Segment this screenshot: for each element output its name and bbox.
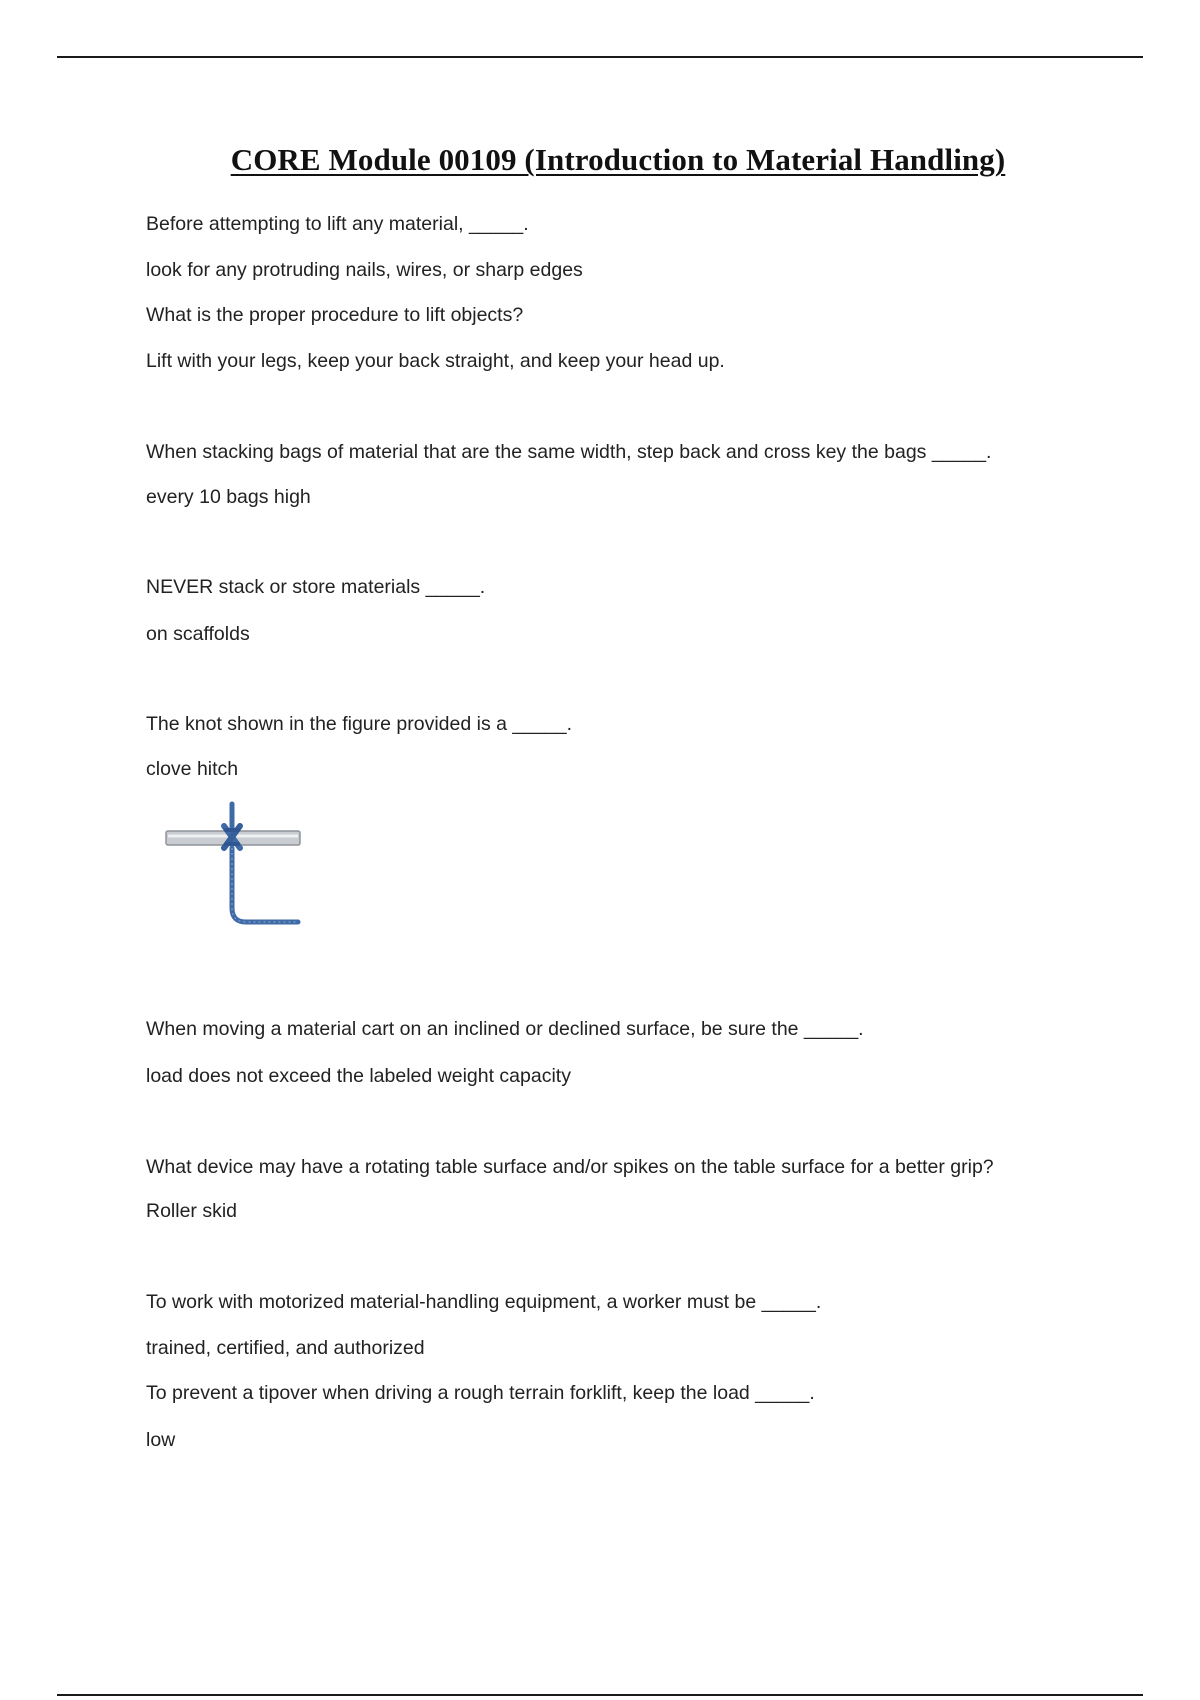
top-rule <box>57 56 1143 58</box>
answer-8: trained, certified, and authorized <box>146 1337 425 1359</box>
question-7: What device may have a rotating table surface and/or spikes on the table surface for a better grip? <box>146 1156 994 1178</box>
answer-5: clove hitch <box>146 758 239 780</box>
question-3: When stacking bags of material that are the same width, step back and cross key the bags _____. <box>146 441 992 463</box>
answer-7: Roller skid <box>146 1200 238 1222</box>
question-5: The knot shown in the figure provided is a _____. <box>146 713 573 735</box>
answer-3: every 10 bags high <box>146 486 311 508</box>
answer-4: on scaffolds <box>146 623 250 645</box>
question-6: When moving a material cart on an inclined or declined surface, be sure the _____. <box>146 1018 864 1040</box>
question-4: NEVER stack or store materials _____. <box>146 576 486 598</box>
question-1: Before attempting to lift any material, _____. <box>146 213 529 235</box>
question-8: To work with motorized material-handling equipment, a worker must be _____. <box>146 1291 822 1313</box>
question-2: What is the proper procedure to lift objects? <box>146 304 524 326</box>
page-title: CORE Module 00109 (Introduction to Material Handling) <box>230 142 1006 177</box>
bottom-rule <box>57 1694 1143 1696</box>
answer-9: low <box>146 1429 176 1451</box>
answer-2: Lift with your legs, keep your back straight, and keep your head up. <box>146 350 725 372</box>
question-9: To prevent a tipover when driving a rough terrain forklift, keep the load _____. <box>146 1382 815 1404</box>
clove-hitch-knot-icon <box>160 800 304 930</box>
answer-6: load does not exceed the labeled weight capacity <box>146 1065 571 1087</box>
answer-1: look for any protruding nails, wires, or sharp edges <box>146 259 583 281</box>
